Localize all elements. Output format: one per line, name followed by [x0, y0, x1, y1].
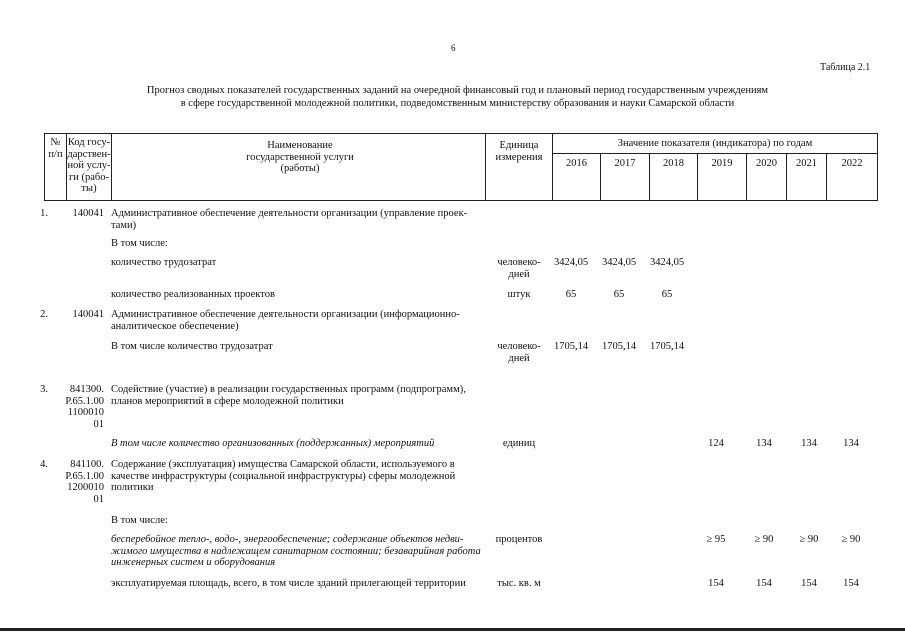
- value-2016: 3424,05: [553, 257, 589, 268]
- header-no: № п/п: [48, 137, 63, 160]
- title-line-2: в сфере государственной молодежной политики, подведомственным министерству образования и науки Самарской области: [180, 98, 735, 109]
- service-code: 140041: [72, 208, 104, 219]
- indicator-name: количество трудозатрат: [111, 257, 217, 268]
- subheading: В том числе:: [111, 238, 168, 249]
- value-2021: 154: [801, 578, 817, 589]
- row-number: 1.: [40, 208, 48, 219]
- value-2019: ≥ 95: [706, 534, 726, 545]
- document-title: [100, 84, 815, 110]
- header-code: Код госу- дарствен- ной услу- ги (рабо- ты): [67, 137, 111, 194]
- indicator-name: эксплуатируемая площадь, всего, в том числе зданий прилегающей территории: [111, 578, 466, 589]
- header-values-group: Значение показателя (индикатора) по годам: [617, 138, 813, 149]
- unit: человеко- дней: [497, 341, 541, 364]
- header-bottom-rule: [44, 200, 878, 201]
- header-year: 2018: [663, 158, 684, 169]
- title-line-1: Прогноз сводных показателей государственных заданий на очередной финансовый год и плановый период государственным учреждениям: [146, 85, 769, 96]
- service-name: Содействие (участие) в реализации государственных программ (подпрограмм), планов мероприятий в сфере молодежной политики: [111, 384, 466, 407]
- header-year: 2020: [756, 158, 777, 169]
- value-2018: 3424,05: [649, 257, 685, 268]
- value-2017: 65: [613, 289, 625, 300]
- unit: штук: [507, 289, 531, 300]
- header-name: Наименование государственной услуги (работы): [246, 140, 354, 174]
- service-name: Содержание (эксплуатация) имущества Самарской области, используемого в качестве инфраструктуры (социальной инфраструктуры) сферы молодежной политики: [111, 459, 456, 493]
- value-2016: 65: [565, 289, 577, 300]
- value-2022: 154: [843, 578, 859, 589]
- header-year: 2019: [711, 158, 733, 169]
- row-number: 3.: [40, 384, 48, 395]
- row-number: 2.: [40, 309, 48, 320]
- table-label: Таблица 2.1: [820, 62, 871, 73]
- value-2017: 3424,05: [601, 257, 637, 268]
- col-rule: [877, 133, 878, 200]
- value-2016: 1705,14: [553, 341, 589, 352]
- value-2018: 1705,14: [649, 341, 685, 352]
- header-year: 2022: [841, 158, 863, 169]
- header-unit: Единица измерения: [495, 140, 543, 163]
- value-2019: 124: [708, 438, 724, 449]
- unit: тыс. кв. м: [497, 578, 541, 589]
- col-rule: [111, 133, 112, 200]
- value-2021: 134: [801, 438, 817, 449]
- row-number: 4.: [40, 459, 48, 470]
- header-top-rule: [44, 133, 878, 134]
- service-code: 841100. Р.65.1.00 1200010 01: [65, 459, 104, 505]
- value-2018: 65: [661, 289, 673, 300]
- service-code: 841300. Р.65.1.00 1100010 01: [65, 384, 104, 430]
- indicator-name: бесперебойное тепло-, водо-, энергообеспечение; содержание объектов недви- жимого имущества в надлежащем санитарном состоянии; безаварийная работа инженерных систем и оборудования: [111, 534, 481, 568]
- header-year: 2017: [614, 158, 636, 169]
- scan-edge-bar: [0, 628, 905, 631]
- value-2019: 154: [708, 578, 724, 589]
- service-name: Административное обеспечение деятельности организации (управление проек- тами): [111, 208, 468, 231]
- subheading: В том числе:: [111, 515, 168, 526]
- value-2020: 134: [756, 438, 772, 449]
- unit: единиц: [502, 438, 536, 449]
- indicator-name: В том числе количество организованных (поддержанных) мероприятий: [111, 438, 435, 449]
- value-2021: ≥ 90: [799, 534, 819, 545]
- header-year: 2016: [566, 158, 587, 169]
- value-2017: 1705,14: [601, 341, 637, 352]
- service-name: Административное обеспечение деятельности организации (информационно- аналитическое обеспечение): [111, 309, 460, 332]
- indicator-name: количество реализованных проектов: [111, 289, 275, 300]
- indicator-name: В том числе количество трудозатрат: [111, 341, 273, 352]
- header-year: 2021: [796, 158, 817, 169]
- value-2020: 154: [756, 578, 772, 589]
- value-2020: ≥ 90: [754, 534, 774, 545]
- value-2022: ≥ 90: [841, 534, 861, 545]
- page-number: 6: [451, 43, 456, 53]
- unit: человеко- дней: [497, 257, 541, 280]
- service-code: 140041: [72, 309, 104, 320]
- value-2022: 134: [843, 438, 859, 449]
- unit: процентов: [495, 534, 543, 545]
